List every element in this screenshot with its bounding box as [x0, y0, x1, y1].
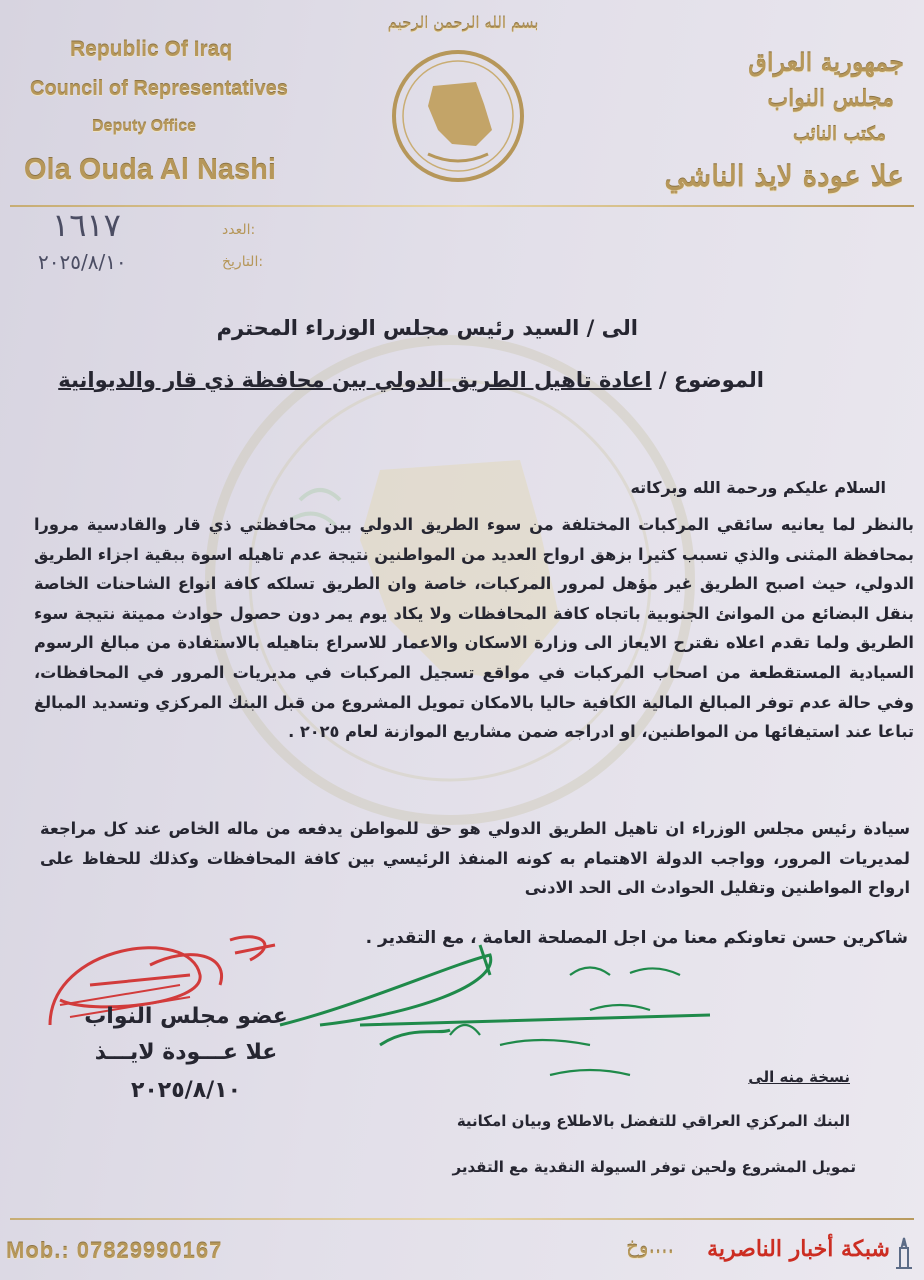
- council-emblem-icon: [388, 46, 528, 186]
- copy-recipient-1: البنك المركزي العراقي للتفضل بالاطلاع وبيان امكانية: [456, 1112, 850, 1130]
- letterhead-name-ar: علا عودة لايذ الناشي: [664, 160, 904, 193]
- letterhead-country-ar: جمهورية العراق: [748, 48, 904, 77]
- addressee: الى / السيد رئيس مجلس الوزراء المحترم: [216, 316, 638, 340]
- letterhead-country-en: Republic Of Iraq: [70, 38, 233, 61]
- number-label: العدد:: [222, 222, 256, 238]
- body-paragraph-1: بالنظر لما يعانيه سائقي المركبات المختلفة من سوء الطريق الدولي بين محافظتي ذي قار والقادسية مرورا بمحافظة المثنى والذي تسبب كثيرا بزهق ارواح العديد من المواطنين نتيجة عدم تاهيله اسوة ببقية اجزاء الطريق الدولي، حيث اصبح الطريق غير مؤهل لمرور المركبات، خاصة وان الطريق تسلكه كافة انواع الشاحنات الخاصة بنقل البضائع من الموانئ الجنوبية باتجاه كافة المحافظات ولا يكاد يوم يمر دون حصول حوادث مميتة نتيجة سوء الطريق ولما تقدم اعلاه نقترح الايعاز الى وزارة الاسكان والاعمار للاسراع بتاهيله بالاستفادة من مبالغ الرسوم السيادية المستقطعة من اصحاب المركبات في مواقع تسجيل المركبات في مديريات المرور في المحافظات، وفي حالة عدم توفر المبالغ المالية الكافية حاليا بالامكان تمويل المشروع من قبل البنك المركزي وتسديد المبالغ تباعا عند استيفائها من المواطنين، او ادراجه ضمن مشاريع الموازنة لعام ٢٠٢٥ .: [34, 515, 914, 742]
- date-label: التاريخ:: [222, 254, 264, 270]
- letterhead-office-en: Deputy Office: [92, 118, 197, 135]
- subject-text: اعادة تاهيل الطريق الدولي بين محافظة ذي قار والديوانية: [58, 368, 652, 392]
- letterhead-name-en: Ola Ouda Al Nashi: [24, 154, 276, 186]
- copies-label: نسخة منه الى: [748, 1068, 850, 1086]
- footer-mobile: Mob.: 07829990167: [6, 1238, 223, 1263]
- date-value: ٢٠٢٥/٨/١٠: [38, 250, 127, 274]
- footer-divider: [10, 1218, 914, 1220]
- footer-address: ....وخ: [626, 1234, 674, 1258]
- letterhead-divider: [10, 205, 914, 207]
- basmala: بسم الله الرحمن الرحيم: [387, 14, 539, 32]
- signatory-name: علا عـــودة لايـــذ: [94, 1040, 278, 1065]
- letterhead-office-ar: مكتب النائب: [792, 124, 886, 145]
- signatory-title: عضو مجلس النواب: [84, 1004, 288, 1029]
- subject-prefix: الموضوع /: [651, 368, 764, 392]
- subject-line: [58, 368, 764, 392]
- copy-recipient-2: تمويل المشروع ولحين توفر السيولة النقدية مع التقدير: [452, 1158, 856, 1176]
- letterhead-council-en: Council of Representatives: [30, 78, 288, 100]
- greeting: السلام عليكم ورحمة الله وبركاته: [630, 478, 886, 497]
- number-value: ١٦١٧: [52, 206, 121, 244]
- signature-date: ٢٠٢٥/٨/١٠: [130, 1078, 242, 1103]
- body-paragraph-2: سيادة رئيس مجلس الوزراء ان تاهيل الطريق الدولي هو حق للمواطن يدفعه من ماله الخاص عند كل مراجعة لمديريات المرور، وواجب الدولة الاهتمام به كونه المنفذ الرئيسي بين كافة المحافظات وكذلك للحفاظ على ارواح المواطنين وتقليل الحوادث الى الحد الادنى: [40, 819, 910, 898]
- site-logo-icon: [892, 1236, 916, 1272]
- letterhead-council-ar: مجلس النواب: [767, 86, 894, 112]
- closing-thanks: شاكرين حسن تعاونكم معنا من اجل المصلحة العامة ، مع التقدير .: [365, 928, 908, 948]
- site-logo-text: شبكة أخبار الناصرية: [707, 1236, 890, 1262]
